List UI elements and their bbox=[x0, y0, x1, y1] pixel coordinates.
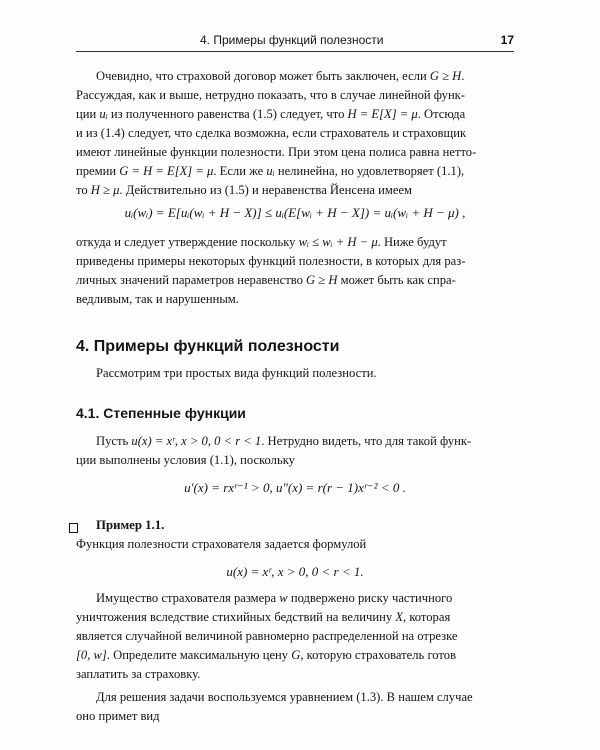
section-4-1 bbox=[76, 405, 514, 498]
subsection-line: Пусть u(x) = xʳ, x > 0, 0 < r < 1. Нетрудно видеть, что для такой функ- bbox=[96, 434, 472, 448]
subsection-heading: 4.1. Степенные функции bbox=[76, 405, 246, 421]
math-inline: G ≥ H bbox=[429, 69, 462, 83]
example-line: [0, w]. Определите максимальную цену G, которую страхователь готов bbox=[76, 648, 457, 662]
math-inline: H = E[X] = μ bbox=[347, 107, 418, 121]
intro-line: ведливым, так и нарушенным. bbox=[76, 292, 239, 306]
section-4 bbox=[76, 338, 514, 383]
intro-line: ции uᵢ из полученного равенства (1.5) следует, что H = E[X] = μ. Отсюда bbox=[76, 107, 466, 121]
page-number: 17 bbox=[500, 33, 514, 47]
intro-line: то H ≥ μ. Действительно из (1.5) и неравенства Йенсена имеем bbox=[76, 183, 413, 197]
intro-line: и из (1.4) следует, что сделка возможна, если страхователь и страховщик bbox=[76, 126, 467, 140]
intro-line: Рассуждая, как и выше, нетрудно показать, что в случае линейной функ- bbox=[76, 88, 465, 102]
subsection-line: ции выполнены условия (1.1), поскольку bbox=[76, 453, 295, 467]
jensen-formula: uᵢ(wᵢ) = E[uᵢ(wᵢ + H − X)] ≤ uᵢ(E[wᵢ + H − X]) = uᵢ(wᵢ + H − μ) , bbox=[124, 205, 466, 220]
math-inline: G = H = E[X] = μ bbox=[119, 164, 214, 178]
section-text: Рассмотрим три простых вида функций полезности. bbox=[96, 366, 377, 380]
example-title: Пример 1.1. bbox=[96, 518, 165, 532]
intro-line: Очевидно, что страховой договор может быть заключен, если G ≥ H. bbox=[96, 69, 465, 83]
math-inline: w bbox=[279, 591, 288, 605]
math-inline: G ≥ H bbox=[306, 273, 338, 287]
example-line: Имущество страхователя размера w подвержено риску частичного bbox=[96, 591, 453, 605]
math-inline: H ≥ μ bbox=[90, 183, 120, 197]
intro-line: имеют линейные функции полезности. При этом цена полиса равна нетто- bbox=[76, 145, 477, 159]
section-heading: 4. Примеры функций полезности bbox=[76, 338, 340, 355]
math-inline: [0, w] bbox=[76, 648, 107, 662]
example-line: оно примет вид bbox=[76, 709, 160, 723]
utility-formula: u(x) = xʳ, x > 0, 0 < r < 1. bbox=[226, 564, 364, 579]
math-inline: uᵢ bbox=[99, 107, 108, 121]
running-head-title: 4. Примеры функций полезности bbox=[200, 33, 384, 47]
example-line: является случайной величиной равномерно распределенной на отрезке bbox=[76, 629, 458, 643]
derivative-formula: u′(x) = rxʳ⁻¹ > 0, u″(x) = r(r − 1)xʳ⁻² < 0 . bbox=[184, 480, 406, 495]
example-line: Функция полезности страхователя задается формулой bbox=[76, 537, 367, 551]
math-inline: u(x) = xʳ, x > 0, 0 < r < 1 bbox=[131, 434, 262, 448]
intro-paragraph bbox=[76, 67, 514, 200]
intro-line: личных значений параметров неравенство G ≥ H может быть как спра- bbox=[76, 273, 456, 287]
jensen-formula-block bbox=[76, 203, 514, 223]
running-head bbox=[76, 32, 514, 52]
example-line: уничтожения вследствие стихийных бедствий на величину X, которая bbox=[76, 610, 451, 624]
example-title-line bbox=[76, 516, 514, 535]
example-1-1 bbox=[76, 516, 514, 726]
math-inline: wᵢ ≤ wᵢ + H − μ bbox=[298, 235, 378, 249]
math-inline: G bbox=[291, 648, 301, 662]
example-line: заплатить за страховку. bbox=[76, 667, 201, 681]
example-line: Для решения задачи воспользуемся уравнением (1.3). В нашем случае bbox=[96, 690, 473, 704]
math-inline: X bbox=[395, 610, 404, 624]
intro-line: откуда и следует утверждение поскольку wᵢ ≤ wᵢ + H − μ. Ниже будут bbox=[76, 235, 447, 249]
intro-line: приведены примеры некоторых функций полезности, в которых для раз- bbox=[76, 254, 466, 268]
intro-line: премии G = H = E[X] = μ. Если же uᵢ нелинейна, но удовлетворяет (1.1), bbox=[76, 164, 465, 178]
math-inline: uᵢ bbox=[266, 164, 275, 178]
intro-paragraph-cont bbox=[76, 233, 514, 309]
